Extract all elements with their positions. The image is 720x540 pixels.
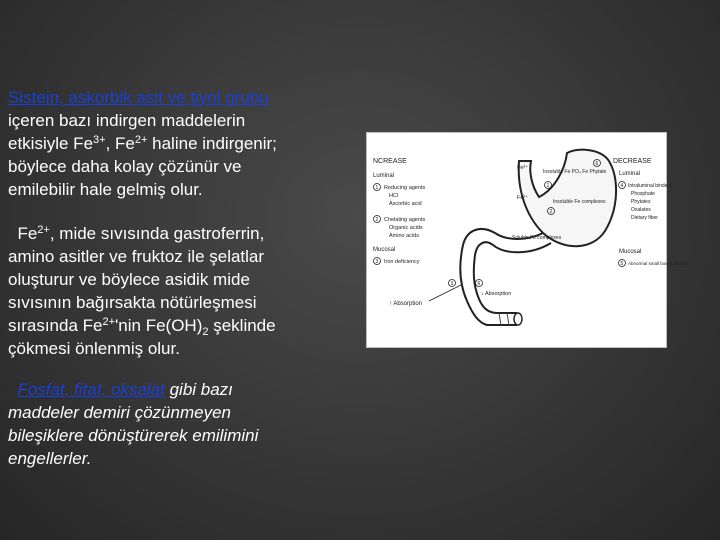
marker-2b-label: 2 — [549, 209, 553, 215]
text-segment: şeklinde — [208, 316, 276, 335]
text-segment: gibi bazı — [164, 380, 233, 399]
text-line: böylece daha kolay çözünür ve — [8, 157, 242, 176]
text-line: oluşturur ve böylece asidik mide — [8, 270, 250, 289]
label-small-bowel-disease: Abnormal small bowel disease — [628, 261, 689, 266]
label-oxalates: Oxalates — [631, 207, 651, 213]
label-dietary-fiber: Dietary fiber — [631, 215, 658, 221]
text-line: emilebilir hale gelmiş olur. — [8, 180, 203, 199]
stomach-outline — [519, 150, 616, 247]
label-absorption-increase: ↑ Absorption — [389, 301, 423, 307]
marker-6-label: 6 — [477, 281, 481, 287]
text-line — [8, 86, 353, 109]
label-decrease: DECREASE — [613, 158, 652, 165]
marker-4-label: 4 — [620, 183, 624, 189]
text-line: amino asitler ve fruktoz ile şelatlar — [8, 247, 265, 266]
text-line: çökmesi önlenmiş olur. — [8, 339, 180, 358]
label-insoluble-complexes: Insoluble Fe complexes — [553, 199, 606, 205]
text-segment: Fe — [17, 224, 38, 243]
marker-3-label: 3 — [375, 259, 379, 265]
iron-absorption-figure — [366, 132, 689, 348]
label-fe2: Fe²⁺ — [517, 195, 529, 201]
text-line: bileşiklere dönüştürerek emilimini — [8, 426, 259, 445]
label-fe3: Fe³⁺ — [517, 165, 529, 171]
bowel-end — [514, 313, 522, 325]
stomach-diagram — [367, 133, 689, 347]
label-phosphate: Phosphate — [631, 191, 655, 197]
marker-1-label: 1 — [375, 185, 379, 191]
text-segment: 'nin Fe(OH) — [115, 316, 203, 335]
label-luminal-right: Luminal — [619, 171, 641, 177]
label-mucosal-right: Mucosal — [619, 249, 642, 255]
label-reducing-agents: Reducing agents — [384, 185, 426, 191]
label-mucosal-left: Mucosal — [373, 247, 396, 253]
marker-3b-label: 3 — [450, 281, 454, 287]
bowel-outer — [460, 229, 543, 325]
text-segment: haline indirgenir; — [147, 134, 277, 153]
highlighted-term-reducing-agents[interactable]: Sistein, askorbik asit ve tiyol grubu — [8, 88, 269, 107]
superscript: 3+ — [93, 134, 106, 146]
label-amino-acids: Amino acids — [389, 233, 419, 239]
paragraph-gastroferrin — [8, 222, 353, 360]
text-segment: sırasında Fe — [8, 316, 103, 335]
subscript: 2 — [202, 326, 209, 338]
marker-2-label: 2 — [375, 217, 379, 223]
pointer-line — [429, 285, 461, 301]
text-line — [8, 222, 353, 245]
label-iron-deficiency: Iron deficiency — [384, 259, 420, 265]
label-soluble-complexes: Soluble Fe complexes — [512, 235, 562, 241]
superscript: 2+ — [37, 224, 50, 236]
label-intraluminal-binders: Intraluminal binders — [628, 183, 672, 189]
label-hcl: HCl — [389, 193, 399, 199]
text-line: engellerler. — [8, 449, 92, 468]
label-increase: NCREASE — [373, 158, 407, 165]
text-line: sıvısının bağırsakta nötürleşmesi — [8, 293, 257, 312]
label-organic-acids: Organic acids — [389, 225, 423, 231]
highlighted-term-inhibitors[interactable]: Fosfat, fitat, oksalat — [17, 380, 165, 399]
text-line — [8, 132, 353, 155]
text-line — [8, 378, 353, 401]
marker-6b-label: 6 — [595, 161, 599, 167]
superscript: 2+ — [102, 316, 116, 328]
label-phytates: Phytates — [631, 199, 651, 205]
bowel-ring — [507, 313, 509, 325]
text-line: içeren bazı indirgen maddelerin — [8, 111, 246, 130]
superscript: 2+ — [134, 134, 148, 146]
text-segment: , Fe — [105, 134, 135, 153]
label-absorption-decrease: ↓ Absorption — [481, 291, 512, 297]
bowel-ring — [499, 313, 501, 325]
text-segment: etkisiyle Fe — [8, 134, 94, 153]
label-luminal-left: Luminal — [373, 173, 395, 179]
text-line: maddeler demiri çözünmeyen — [8, 403, 231, 422]
marker-5-label: 5 — [620, 261, 624, 267]
label-insoluble-fe: Insoluble Fe PO₄ Fe Phytate — [543, 169, 607, 175]
text-line — [8, 314, 353, 337]
label-ascorbic-acid: Ascorbic acid — [389, 201, 422, 207]
bowel-inner — [474, 242, 551, 313]
marker-1b-label: 1 — [546, 183, 550, 189]
paragraph-reducing-agents — [8, 86, 353, 201]
paragraph-inhibitors — [8, 378, 353, 470]
text-segment: , mide sıvısında gastroferrin, — [49, 224, 265, 243]
label-chelating-agents: Chelating agents — [384, 217, 426, 223]
